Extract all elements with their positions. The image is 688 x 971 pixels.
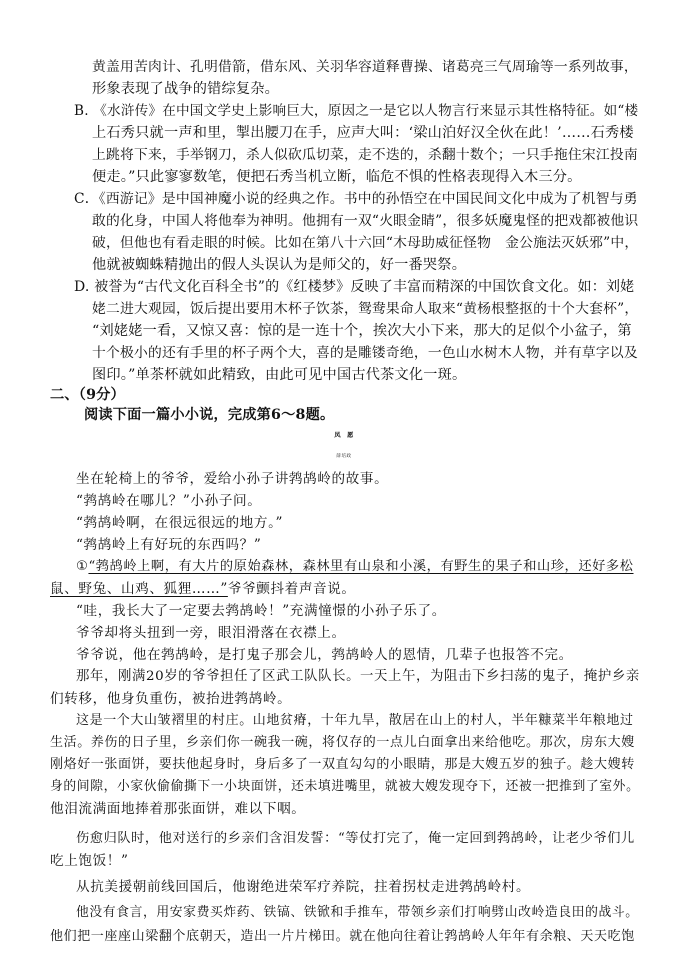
story-paragraph-1: 坐在轮椅上的爷爷，爱给小孙子讲鹁鸪岭的故事。: [76, 471, 389, 487]
option-d-line-1: D. 被誉为“古代文化百科全书”的《红楼梦》反映了丰富而精深的中国饮食文化。如：刘姥: [74, 279, 635, 295]
story-paragraph-10-line-1: 这是一个大山皱褶里的村庄。山地贫瘠，十年九旱，散居在山上的村人，半年糠菜半年粮地过: [76, 713, 634, 728]
story-title: 凤 愿: [334, 432, 354, 439]
story-paragraph-9-line-2: 们转移，他身负重伤，被抬进鹁鸪岭。: [50, 691, 292, 707]
story-paragraph-10-line-5: 他泪流满面地捧着那张面饼，难以下咽。: [50, 801, 306, 817]
story-paragraph-2: “鹁鸪岭在哪儿？”小孙子问。: [76, 493, 262, 509]
story-paragraph-10-line-4: 身的间隙，小家伙偷偷撕下一小块面饼，还未填进嘴里，就被大嫂发现夺下，还被一把推到了室外。: [50, 779, 640, 794]
story-paragraph-7: 爷爷却将头扭到一旁，眼泪滑落在衣襟上。: [76, 625, 346, 641]
option-d-line-2: 姥二进大观园，饭后提出要用木杯子饮茶，鸳鸯果命人取来“黄杨根整抠的十个大套杯”，: [92, 301, 639, 317]
story-paragraph-11-line-1: 伤愈归队时，他对送行的乡亲们含泪发誓：“等仗打完了，俺一定回到鹁鸪岭，让老少爷们儿: [76, 831, 635, 846]
option-d-line-3: “刘姥姥一看，又惊又喜：惊的是一连十个，挨次大小下来，那大的足似个小盆子，第: [92, 323, 632, 339]
option-c-line-3: 破，但他也有看走眼的时候。比如在第八十六回“木母助威征怪物 金公施法灭妖邪”中，: [92, 235, 639, 251]
option-b-line-3: 上跳将下来，手举钢刀，杀人似砍瓜切菜，走不迭的，杀翻十数个；一只手拖住宋江投南: [92, 147, 638, 163]
option-a-line-1: 黄盖用苦肉计、孔明借箭，借东风、关羽华容道释曹操、诸葛亮三气周瑜等一系列故事，: [92, 59, 638, 75]
option-c-line-4: 他就被蜘蛛精抛出的假人头误认为是师父的，好一番哭祭。: [92, 257, 467, 273]
story-paragraph-10-line-3: 刚烙好一张面饼，要扶他起身时，身后多了一双直勾勾的小眼睛，那是大嫂五岁的独子。趁大嫂转: [50, 757, 635, 772]
story-paragraph-13-line-2: 他们把一座座山梁翻个底朝天，造出一片片梯田。就在他向往着让鹁鸪岭人年年有余粮、天天吃饱: [50, 929, 635, 944]
story-paragraph-8: 爷爷说，他在鹁鸪岭，是打鬼子那会儿，鹁鸪岭人的恩情，几辈子也报答不完。: [76, 647, 573, 663]
option-b-line-4: 便走。”只此寥寥数笔，便把石秀当机立断，临危不惧的性格表现得入木三分。: [92, 169, 582, 185]
option-b-line-1: B. 《水浒传》在中国文学史上影响巨大，原因之一是它以人物言行来显示其性格特征。如“楼: [74, 103, 639, 119]
story-paragraph-10-line-2: 生活。养伤的日子里，乡亲们你一碗我一碗，将仅存的一点儿白面拿出来给他吃。那次，房东大嫂: [50, 735, 635, 750]
passage-tail: 爷爷颤抖着声音说。: [227, 581, 356, 597]
story-paragraph-3: “鹁鸪岭啊，在很远很远的地方。”: [76, 515, 284, 531]
story-paragraph-11-line-2: 吃上饱饭！”: [50, 853, 129, 869]
circled-number-marker: ①: [76, 559, 89, 574]
story-paragraph-9-line-1: 那年，刚满20岁的爷爷担任了区武工队队长。一天上午，为阻击下乡扫荡的鬼子，掩护乡亲: [76, 669, 640, 684]
story-paragraph-5-line-1: [76, 556, 634, 578]
underlined-passage-part-2: 鼠、野兔、山鸡、狐狸……”: [50, 581, 228, 597]
section-heading: 二、（9分）: [50, 387, 125, 403]
story-paragraph-4: “鹁鸪岭上有好玩的东西吗？”: [76, 537, 262, 553]
section-instruction: 阅读下面一篇小小说，完成第6～8题。: [84, 407, 335, 423]
story-paragraph-5-line-2: [50, 578, 356, 600]
story-paragraph-6: “哇，我长大了一定要去鹁鸪岭！”充满憧憬的小孙子乐了。: [76, 603, 446, 619]
story-paragraph-13-line-1: 他没有食言，用安家费买炸药、铁镐、铁锨和手推车，带领乡亲们打响劈山改岭造良田的战斗。: [76, 905, 639, 920]
option-a-line-2: 形象表现了战争的错综复杂。: [92, 81, 280, 97]
option-c-line-1: C．《西游记》是中国神魔小说的经典之作。书中的孙悟空在中国民间文化中成为了机智与勇: [74, 191, 638, 207]
option-d-line-5: 图印。”单茶杯就如此精致，由此可见中国古代茶文化一斑。: [92, 367, 467, 383]
option-b-line-2: 上石秀只就一声和里，掣出腰刀在手，应声大叫：‘梁山泊好汉全伙在此！’……石秀楼: [92, 125, 634, 141]
option-c-line-2: 敢的化身，中国人将他奉为神明。他拥有一双“火眼金睛”，很多妖魔鬼怪的把戏都被他识: [92, 213, 639, 229]
option-d-line-4: 十个极小的还有手里的杯子两个大，喜的是雕镂奇绝，一色山水树木人物，并有草字以及: [92, 345, 638, 361]
underlined-passage-part-1: “鹁鸪岭上啊，有大片的原始森林，森林里有山泉和小溪，有野生的果子和山珍，还好多松: [88, 559, 634, 574]
story-paragraph-12: 从抗美援朝前线回国后，他谢绝进荣军疗养院，拄着拐杖走进鹁鸪岭村。: [76, 879, 531, 895]
story-author: 薛培政: [336, 454, 352, 459]
